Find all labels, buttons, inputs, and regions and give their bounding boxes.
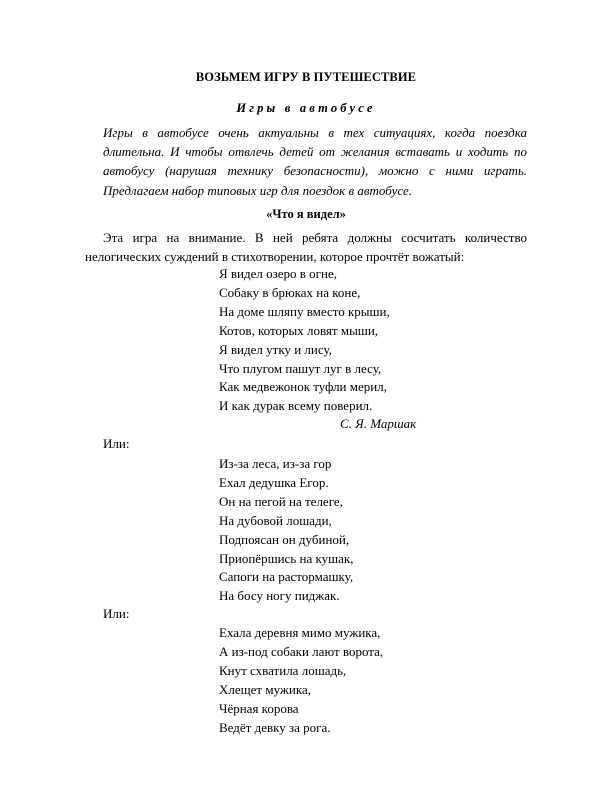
poem-line: Что плугом пашут луг в лесу, [219, 360, 382, 376]
poem-line: Кнут схватила лошадь, [219, 662, 347, 678]
poem-line: Из-за леса, из-за гор [219, 456, 332, 471]
poem-line: На доме шляпу вместо крыши, [219, 303, 390, 319]
document-title: ВОЗЬМЕМ ИГРУ В ПУТЕШЕСТВИЕ [195, 70, 417, 84]
poem-line: Как медвежонок туфли мерил, [219, 379, 387, 395]
poem-author: С. Я. Маршак [340, 416, 417, 431]
game-title: «Что я видел» [266, 207, 346, 221]
poem-line: На босу ногу пиджак. [219, 588, 340, 604]
or-label: Или: [103, 606, 130, 621]
poem-line: Сапоги на растормашку, [219, 569, 354, 585]
poem-line: Он на пегой на телеге, [219, 493, 343, 509]
description-line: нелогических суждений в стихотворении, которое прочтёт вожатый: [85, 249, 465, 265]
intro-line: автобусу (нарушая технику безопасности), можно с ними играть. [103, 163, 527, 179]
poem-line: На дубовой лошади, [219, 512, 332, 528]
intro-line: Игры в автобусе очень актуальны в тех ситуациях, когда поездка [103, 125, 527, 140]
or-label: Или: [103, 436, 130, 451]
poem-line: Хлещет мужика, [219, 681, 311, 697]
section-subtitle: Игры в автобусе [236, 101, 376, 115]
poem-line: И как дурак всему поверил. [219, 398, 373, 414]
poem-line: Подпоясан он дубиной, [219, 531, 350, 547]
intro-paragraph [85, 123, 527, 200]
poem-village [219, 624, 383, 737]
poem-line: Чёрная корова [219, 700, 299, 716]
poem-line: Собаку в брюках на коне, [219, 284, 361, 300]
poem-line: Я видел озеро в огне, [219, 266, 337, 281]
game-description [85, 228, 527, 266]
poem-line: Я видел утку и лису, [219, 341, 332, 357]
poem-line: Ехал дедушка Егор. [219, 474, 329, 490]
poem-marshak [219, 265, 390, 416]
intro-line: длительна. И чтобы отвлечь детей от желания вставать и ходить по [103, 144, 527, 160]
poem-egor [219, 455, 353, 606]
poem-line: Ехала деревня мимо мужика, [219, 625, 381, 640]
poem-line: А из-под собаки лают ворота, [219, 643, 384, 659]
intro-line: Предлагаем набор типовых игр для поездок в автобусе. [103, 182, 412, 198]
poem-line: Ведёт девку за рога. [219, 719, 331, 735]
description-line: Эта игра на внимание. В ней ребята должны сосчитать количество [103, 230, 527, 245]
poem-line: Котов, которых ловят мыши, [219, 322, 379, 338]
poem-line: Приопёршись на кушак, [219, 550, 354, 566]
